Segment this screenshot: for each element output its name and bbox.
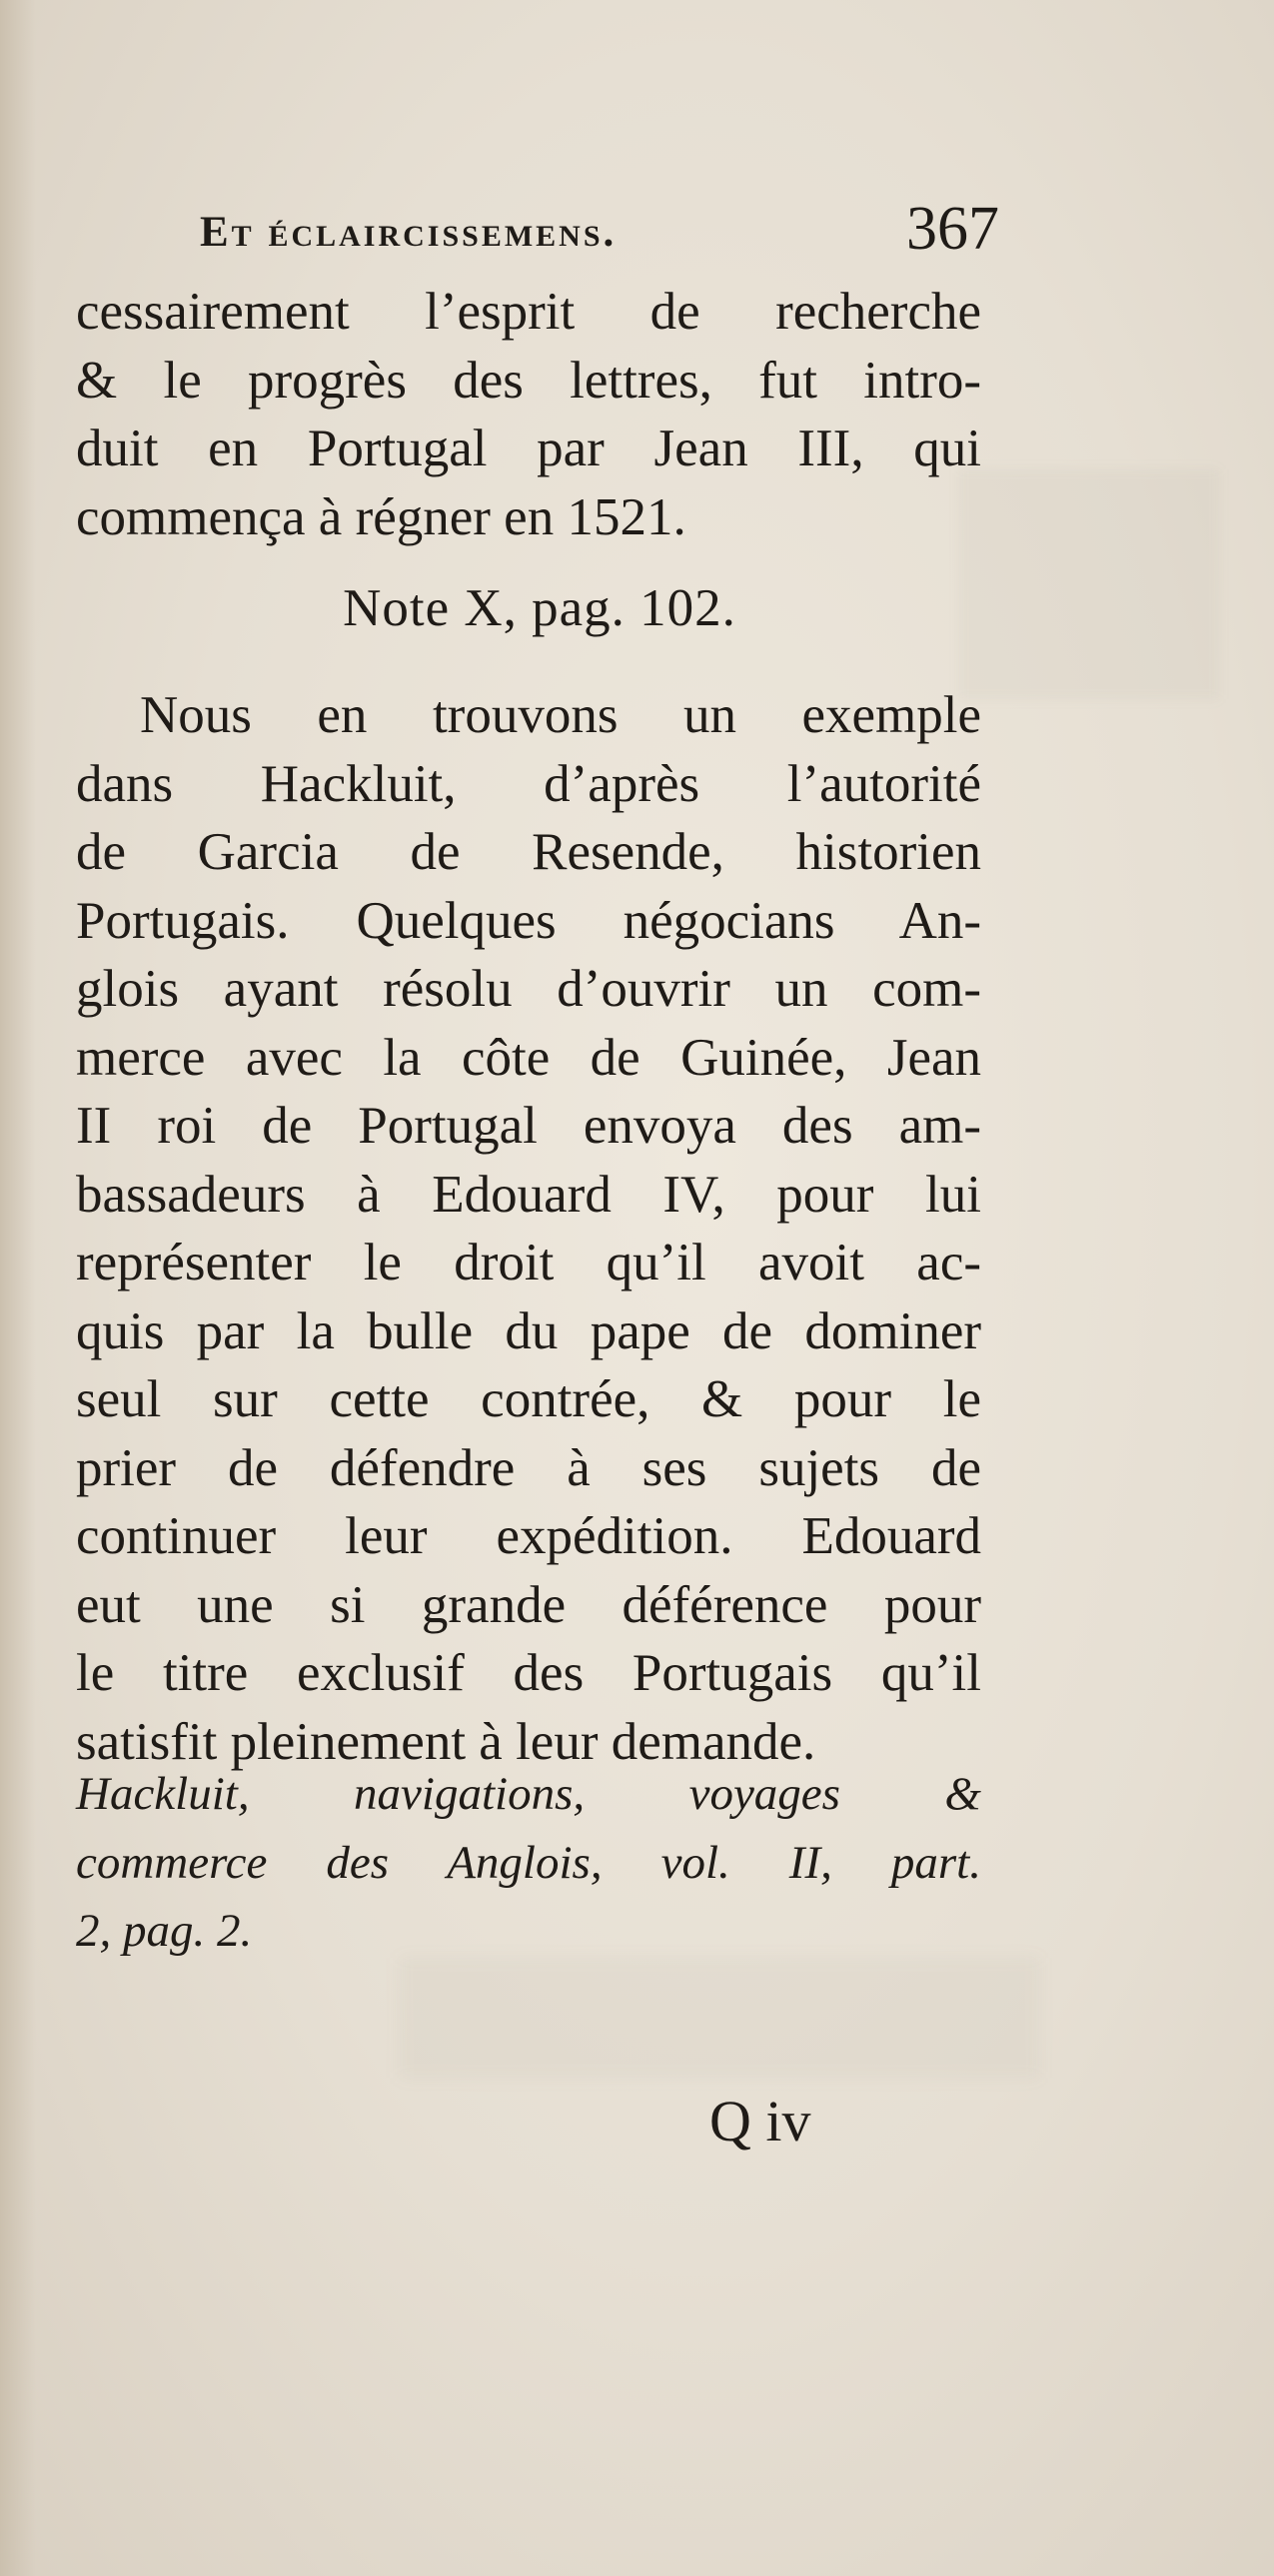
text-line: seul sur cette contrée, & pour le	[76, 1370, 981, 1428]
continued-paragraph	[76, 278, 981, 551]
text-line: bassadeurs à Edouard IV, pour lui	[76, 1165, 981, 1224]
note-paragraph	[76, 681, 981, 1776]
text-line: prier de défendre à ses sujets de	[76, 1438, 981, 1497]
text-line: duit en Portugal par Jean III, qui	[76, 420, 981, 477]
text-line: & le progrès des lettres, fut intro-	[76, 351, 981, 410]
text-line: satisfit pleinement à leur demande.	[76, 1712, 816, 1771]
signature-mark: Q iv	[709, 2089, 811, 2153]
text-line: glois ayant résolu d’ouvrir un com-	[76, 960, 981, 1018]
gutter-shadow	[0, 0, 36, 2576]
text-line: commença à régner en 1521.	[76, 487, 686, 546]
text-line: dans Hackluit, d’après l’autorité	[76, 754, 981, 813]
text-line: II roi de Portugal envoya des am-	[76, 1097, 981, 1155]
show-through-ink	[959, 469, 1219, 699]
text-line: de Garcia de Resende, historien	[76, 823, 981, 881]
show-through-ink-lower	[400, 1958, 1039, 2078]
citation-line: 2, pag. 2.	[76, 1905, 253, 1957]
running-title: Et éclaircissemens.	[200, 209, 618, 256]
text-line: merce avec la côte de Guinée, Jean	[76, 1028, 981, 1087]
citation	[76, 1760, 981, 1966]
text-line: quis par la bulle du pape de dominer	[76, 1301, 981, 1360]
page-number: 367	[906, 195, 999, 263]
note-heading: Note X, pag. 102.	[343, 579, 736, 637]
running-head	[200, 195, 1019, 272]
text-line: Portugais. Quelques négocians An-	[76, 891, 981, 950]
text-line: cessairement l’esprit de recherche	[76, 283, 981, 341]
citation-line: commerce des Anglois, vol. II, part.	[76, 1836, 981, 1889]
text-line: Nous en trouvons un exemple	[140, 686, 981, 744]
text-line: le titre exclusif des Portugais qu’il	[76, 1644, 981, 1702]
text-line: continuer leur expédition. Edouard	[76, 1507, 981, 1565]
text-line: représenter le droit qu’il avoit ac-	[76, 1234, 981, 1291]
citation-line: Hackluit, navigations, voyages &	[76, 1768, 981, 1820]
text-line: eut une si grande déférence pour	[76, 1575, 981, 1634]
